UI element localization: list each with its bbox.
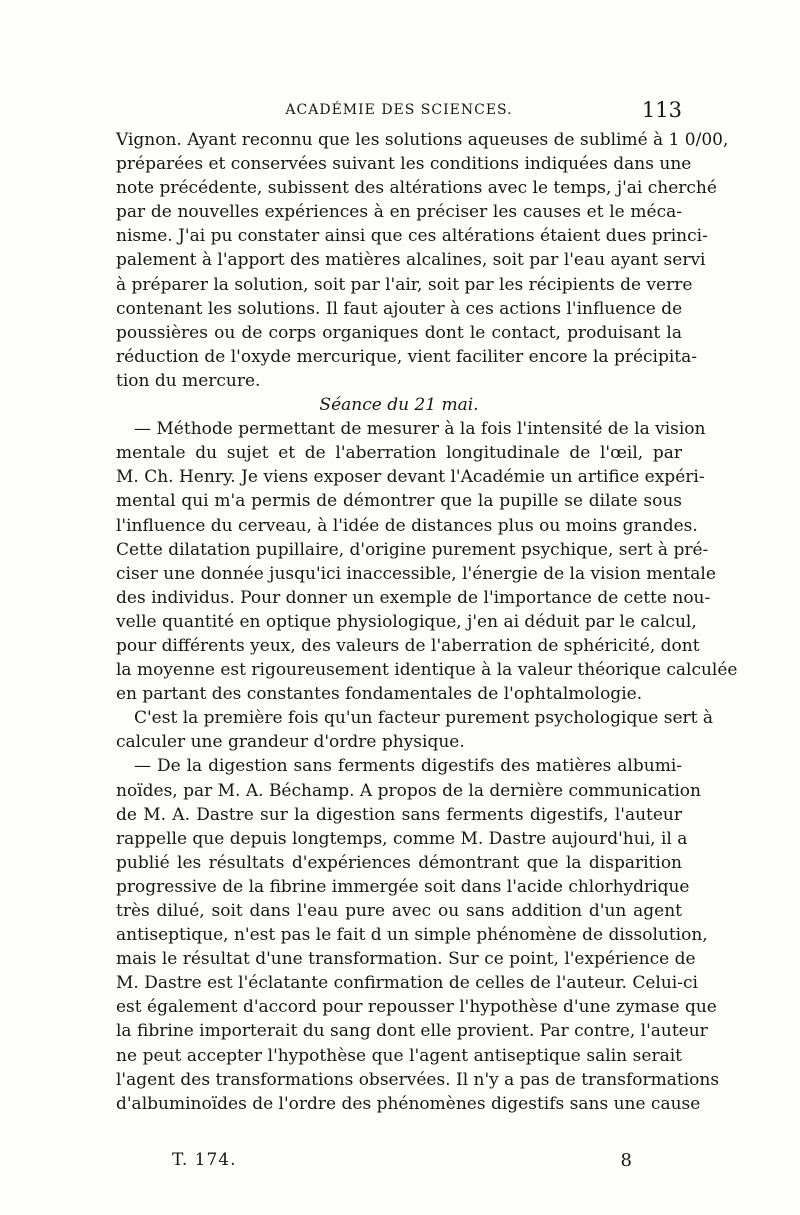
text-line: nisme. J'ai pu constater ainsi que ces altérations étaient dues princi- <box>116 226 708 247</box>
text-line: de M. A. Dastre sur la digestion sans ferments digestifs, l'auteur <box>116 804 682 825</box>
sheet-number: 8 <box>620 1150 632 1171</box>
text-line: la moyenne est rigoureusement identique à la valeur théorique calculée <box>116 660 738 681</box>
text-line: rappelle que depuis longtemps, comme M. Dastre aujourd'hui, il a <box>116 828 688 849</box>
text-line: M. Ch. Henry. Je viens exposer devant l'Académie un artifice expéri- <box>116 467 705 488</box>
text-line: à préparer la solution, soit par l'air, soit par les récipients de verre <box>116 274 693 295</box>
volume-signature: T. 174. <box>172 1150 237 1170</box>
text-line: antiseptique, n'est pas le fait d un simple phénomène de dissolution, <box>116 925 708 946</box>
text-line: — Méthode permettant de mesurer à la fois l'intensité de la vision <box>134 419 706 440</box>
text-line: par de nouvelles expériences à en préciser les causes et le méca- <box>116 202 682 223</box>
text-line: l'influence du cerveau, à l'idée de distances plus ou moins grandes. <box>116 515 698 536</box>
text-line: palement à l'apport des matières alcalines, soit par l'eau ayant servi <box>116 250 706 271</box>
text-line: calculer une grandeur d'ordre physique. <box>116 732 465 753</box>
text-line: Vignon. Ayant reconnu que les solutions aqueuses de sublimé à 1 0/00, <box>116 130 729 150</box>
text-line: — De la digestion sans ferments digestifs des matières albumi- <box>134 756 682 777</box>
text-line: l'agent des transformations observées. Il n'y a pas de transformations <box>116 1069 720 1090</box>
text-line: en partant des constantes fondamentales de l'ophtalmologie. <box>116 684 643 705</box>
text-line: tion du mercure. <box>116 370 261 391</box>
text-line: C'est la première fois qu'un facteur purement psychologique sert à <box>134 708 714 729</box>
text-line: contenant les solutions. Il faut ajouter à ces actions l'influence de <box>116 298 683 319</box>
page-number: 113 <box>641 98 682 122</box>
text-line: velle quantité en optique physiologique, j'en ai déduit par le calcul, <box>116 611 697 632</box>
page-body <box>116 128 738 1116</box>
page-header <box>116 98 682 126</box>
text-line: ciser une donnée jusqu'ici inaccessible, l'énergie de la vision mentale <box>116 563 716 584</box>
text-line: très dilué, soit dans l'eau pure avec ou sans addition d'un agent <box>116 901 682 921</box>
text-line: pour différents yeux, des valeurs de l'aberration de sphéricité, dont <box>116 635 700 656</box>
page-footer <box>116 1150 682 1176</box>
text-line: poussières ou de corps organiques dont le contact, produisant la <box>116 322 682 343</box>
section-heading: Séance du 21 mai. <box>319 395 479 416</box>
text-line: Cette dilatation pupillaire, d'origine purement psychique, sert à pré- <box>116 539 709 560</box>
text-line: est également d'accord pour repousser l'hypothèse d'une zymase que <box>116 997 717 1018</box>
running-title: ACADÉMIE DES SCIENCES. <box>285 102 513 118</box>
text-line: d'albuminoïdes de l'ordre des phénomènes digestifs sans une cause <box>116 1093 701 1114</box>
text-line: la fibrine importerait du sang dont elle provient. Par contre, l'auteur <box>116 1021 708 1042</box>
text-line: M. Dastre est l'éclatante confirmation de celles de l'auteur. Celui-ci <box>116 973 698 994</box>
text-line: mentale du sujet et de l'aberration longitudinale de l'œil, par <box>116 443 682 464</box>
text-line: réduction de l'oxyde mercurique, vient faciliter encore la précipita- <box>116 346 698 367</box>
text-line: publié les résultats d'expériences démontrant que la disparition <box>116 852 682 873</box>
text-line: noïdes, par M. A. Béchamp. A propos de la dernière communication <box>116 780 701 801</box>
text-line: des individus. Pour donner un exemple de l'importance de cette nou- <box>116 587 711 608</box>
text-line: préparées et conservées suivant les conditions indiquées dans une <box>116 154 692 175</box>
text-line: ne peut accepter l'hypothèse que l'agent antiseptique salin serait <box>116 1045 682 1066</box>
text-line: mais le résultat d'une transformation. Sur ce point, l'expérience de <box>116 949 696 970</box>
text-line: progressive de la fibrine immergée soit dans l'acide chlorhydrique <box>116 876 690 897</box>
text-line: note précédente, subissent des altérations avec le temps, j'ai cherché <box>116 178 717 199</box>
text-line: mental qui m'a permis de démontrer que la pupille se dilate sous <box>116 491 682 512</box>
